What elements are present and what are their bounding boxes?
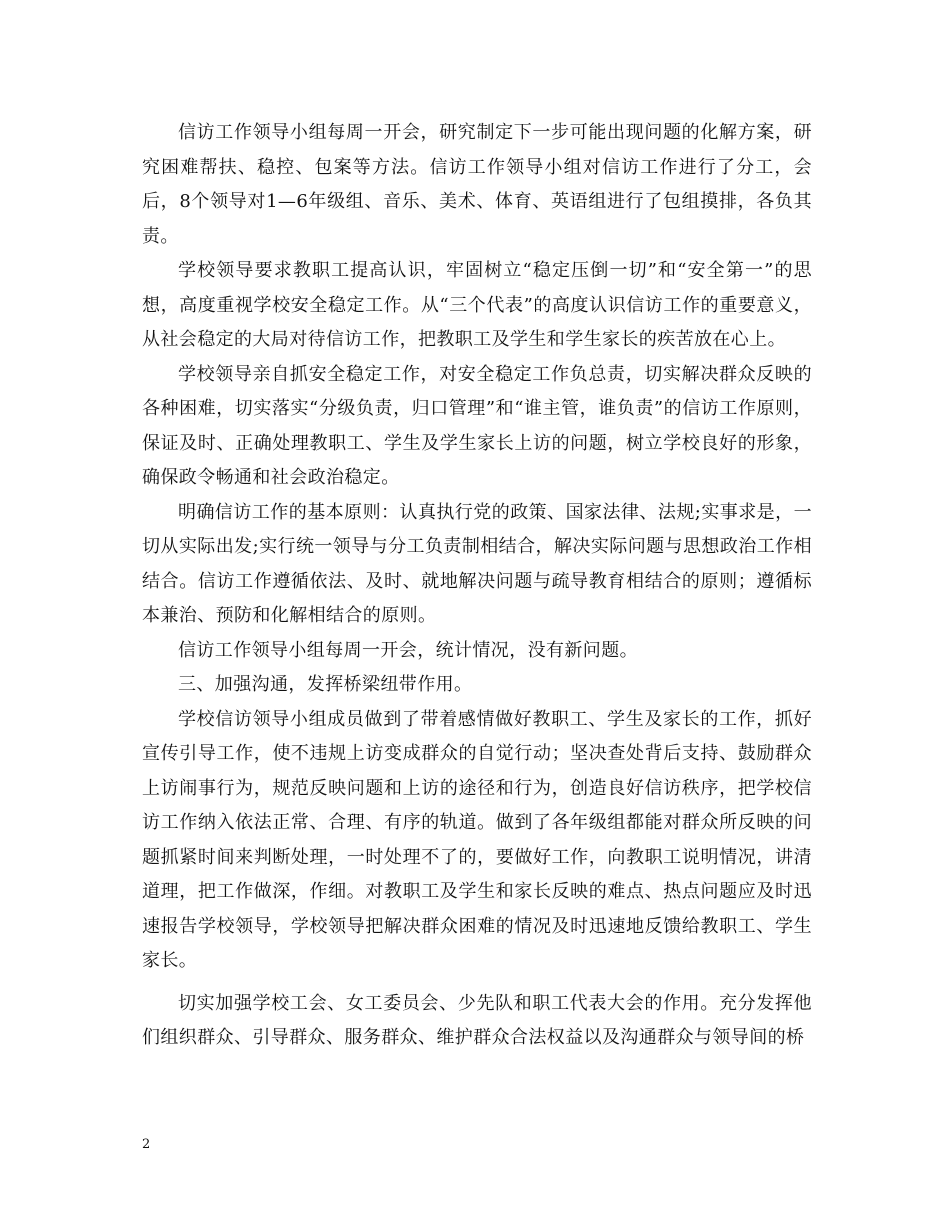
paragraph-7: 学校信访领导小组成员做到了带着感情做好教职工、学生及家长的工作，抓好宣传引导工作，使不违规上访变成群众的自觉行动；坚决查处背后支持、鼓励群众上访闹事行为，规范反映问题和上访的途径和行为，创造良好信访秩序，把学校信访工作纳入依法正常、合理、有序的轨道。做到了各年级组都能对群众所反映的问题抓紧时间来判断处理，一时处理不了的，要做好工作，向教职工说明情况，讲清道理，把工作做深，作细。对教职工及学生和家长反映的难点、热点问题应及时迅速报告学校领导，学校领导把解决群众困难的情况及时迅速地反馈给教职工、学生家长。 (142, 708, 812, 971)
paragraph-8: 切实加强学校工会、女工委员会、少先队和职工代表大会的作用。充分发挥他们组织群众、引导群众、服务群众、维护群众合法权益以及沟通群众与领导间的桥 (142, 992, 812, 1048)
paragraph-5: 信访工作领导小组每周一开会，统计情况，没有新问题。 (178, 639, 638, 661)
page-number: 2 (142, 1137, 151, 1152)
paragraph-1: 信访工作领导小组每周一开会，研究制定下一步可能出现问题的化解方案，研究困难帮扶、稳控、包案等方法。信访工作领导小组对信访工作进行了分工，会后，8个领导对1—6年级组、音乐、美术、体育、英语组进行了包组摸排，各负其责。 (142, 122, 812, 247)
paragraph-3: 学校领导亲自抓安全稳定工作，对安全稳定工作负总责，切实解决群众反映的各种困难，切实落实“分级负责，归口管理”和“谁主管，谁负责”的信访工作原则，保证及时、正确处理教职工、学生及学生家长上访的问题，树立学校良好的形象，确保政令畅通和社会政治稳定。 (142, 363, 812, 488)
document-body (142, 116, 812, 1056)
section-heading: 三、加强沟通，发挥桥梁纽带作用。 (178, 674, 473, 695)
paragraph-2: 学校领导要求教职工提高认识，牢固树立“稳定压倒一切”和“安全第一”的思想，高度重视学校安全稳定工作。从“三个代表”的高度认识信访工作的重要意义，从社会稳定的大局对待信访工作，把教职工及学生和学生家长的疾苦放在心上。 (142, 260, 812, 350)
paragraph-4: 明确信访工作的基本原则：认真执行党的政策、国家法律、法规;实事求是，一切从实际出发;实行统一领导与分工负责制相结合，解决实际问题与思想政治工作相结合。信访工作遵循依法、及时、就地解决问题与疏导教育相结合的原则；遵循标本兼治、预防和化解相结合的原则。 (142, 501, 812, 626)
